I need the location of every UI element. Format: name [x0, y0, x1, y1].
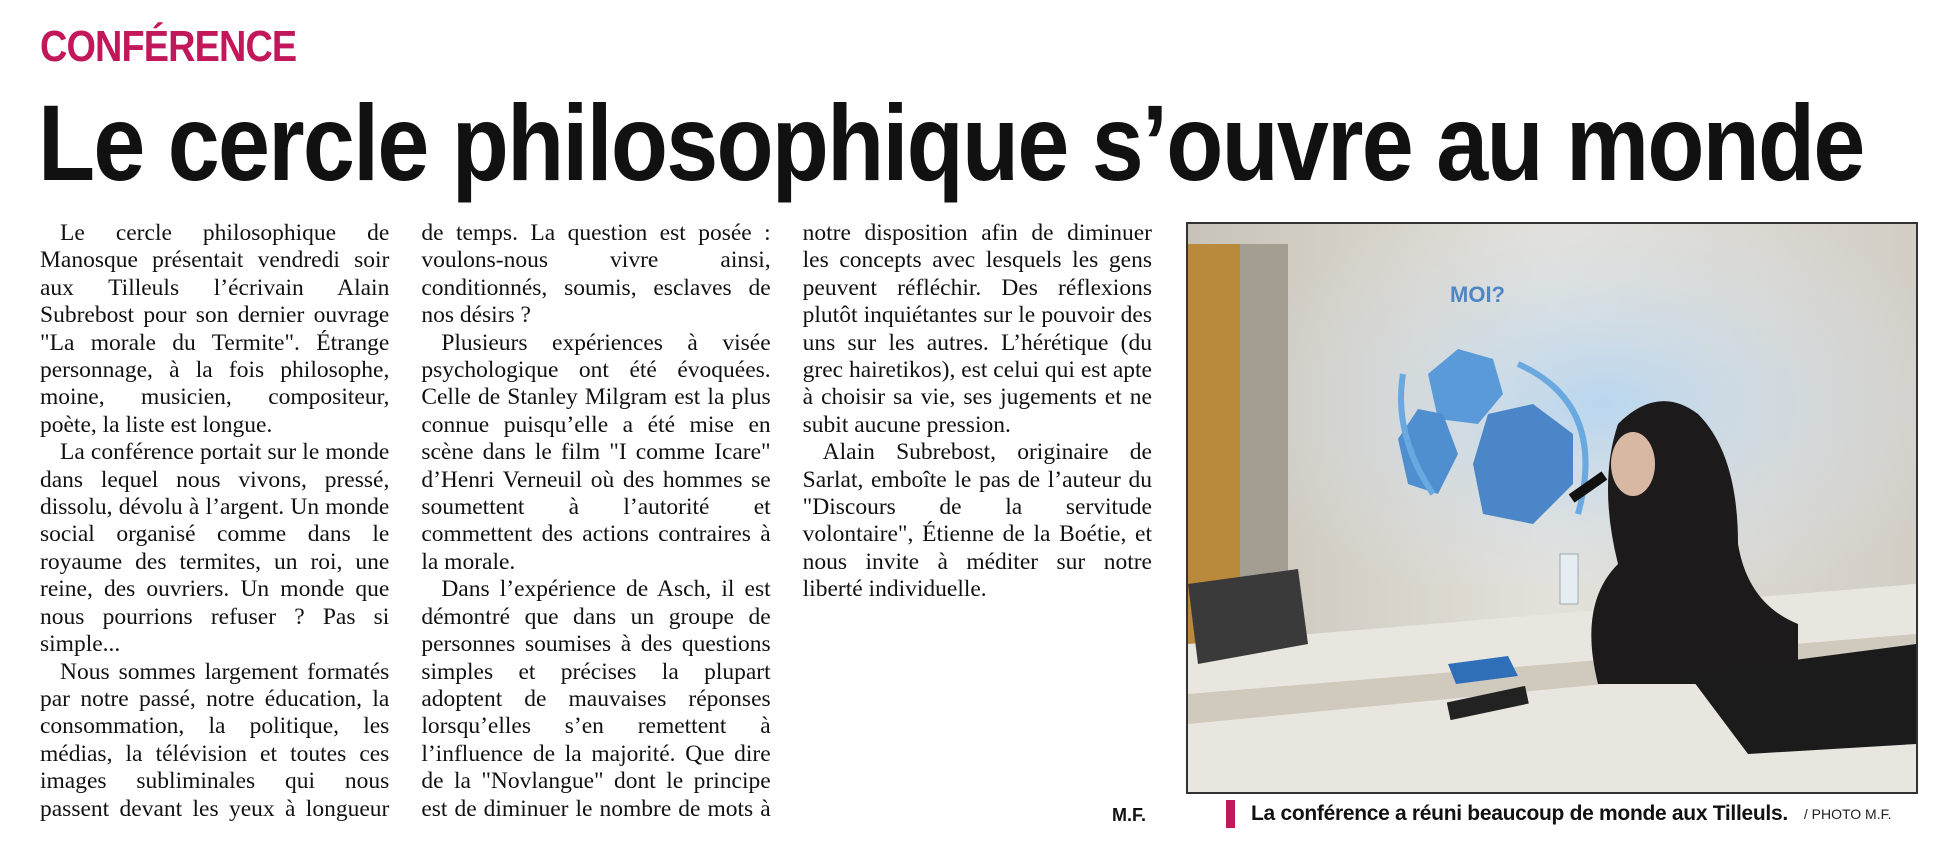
- author-byline: M.F.: [1112, 805, 1146, 825]
- article-paragraph: La conférence portait sur le monde dans lequel nous vivons, pressé, dissolu, dévolu à l’argent. Un monde social organisé comme dans le royaume des termites, un roi, une reine, des ouvriers. Un monde que nous pourrions refuser ? Pas si simple...: [40, 439, 390, 658]
- article-paragraph: Alain Subrebost, originaire de Sarlat, emboîte le pas de l’auteur du "Discours de la servitude volontaire", Étienne de la Boétie, et nous invite à méditer sur notre liberté individuelle.: [802, 439, 1152, 603]
- article-headline: Le cercle philosophique s’ouvre au monde: [38, 82, 1864, 203]
- photo-credit: / PHOTO M.F.: [1803, 806, 1892, 822]
- caption-accent-bar: [1226, 800, 1235, 828]
- conference-photo-illustration: [1188, 224, 1916, 792]
- article-photo: [1186, 222, 1918, 794]
- speaker-face: [1611, 432, 1655, 496]
- projection-glow: [1288, 224, 1916, 584]
- projected-text: MOI?: [1450, 282, 1505, 307]
- article-paragraph: Dans l’expérience de Asch, il est démontré que dans un groupe de personnes soumises à des questions simples et précises la plupart adoptent de mauvaises réponses lorsqu’elles s’en remettent à l’influence de la majorité. Que dire de la "Novlangue" dont le principe est de diminuer le nombre de mots à notre disposition afin de diminuer les concepts avec lesquels les gens peuvent réfléchir. Des réflexions plutôt inquiétantes sur le pouvoir des uns sur les autres. L’hérétique (du grec hairetikos), est celui qui est apte à choisir sa vie, ses jugements et ne subit aucune pression.: [421, 220, 1152, 822]
- article-paragraph: Plusieurs expériences à visée psychologique ont été évoquées. Celle de Stanley Milgram est la plus connue puisqu’elle a été mise en scène dans le film "I comme Icare" d’Henri Verneuil où des hommes se soumettent à l’autorité et commettent des actions contraires à la morale.: [421, 329, 771, 575]
- caption-text: La conférence a réuni beaucoup de monde aux Tilleuls.: [1251, 802, 1788, 825]
- section-kicker: CONFÉRENCE: [40, 22, 297, 71]
- article-paragraph: Le cercle philosophique de Manosque présentait vendredi soir aux Tilleuls l’écrivain Alain Subrebost pour son dernier ouvrage "La morale du Termite". Étrange personnage, à la fois philosophe, moine, musicien, compositeur, poète, la liste est longue.: [40, 220, 390, 438]
- water-bottle: [1560, 554, 1578, 604]
- article-paragraph: Nous sommes largement formatés par notre passé, notre éducation, la consommation, la politique, les médias, la télévision et toutes ces images subliminales qui nous passent devant les yeux à longueur de temps. La question est posée : voulons-nous vivre ainsi, conditionnés, soumis, esclaves de nos désirs ?: [40, 220, 771, 822]
- article-body: [40, 220, 1152, 832]
- photo-caption: [1226, 800, 1892, 828]
